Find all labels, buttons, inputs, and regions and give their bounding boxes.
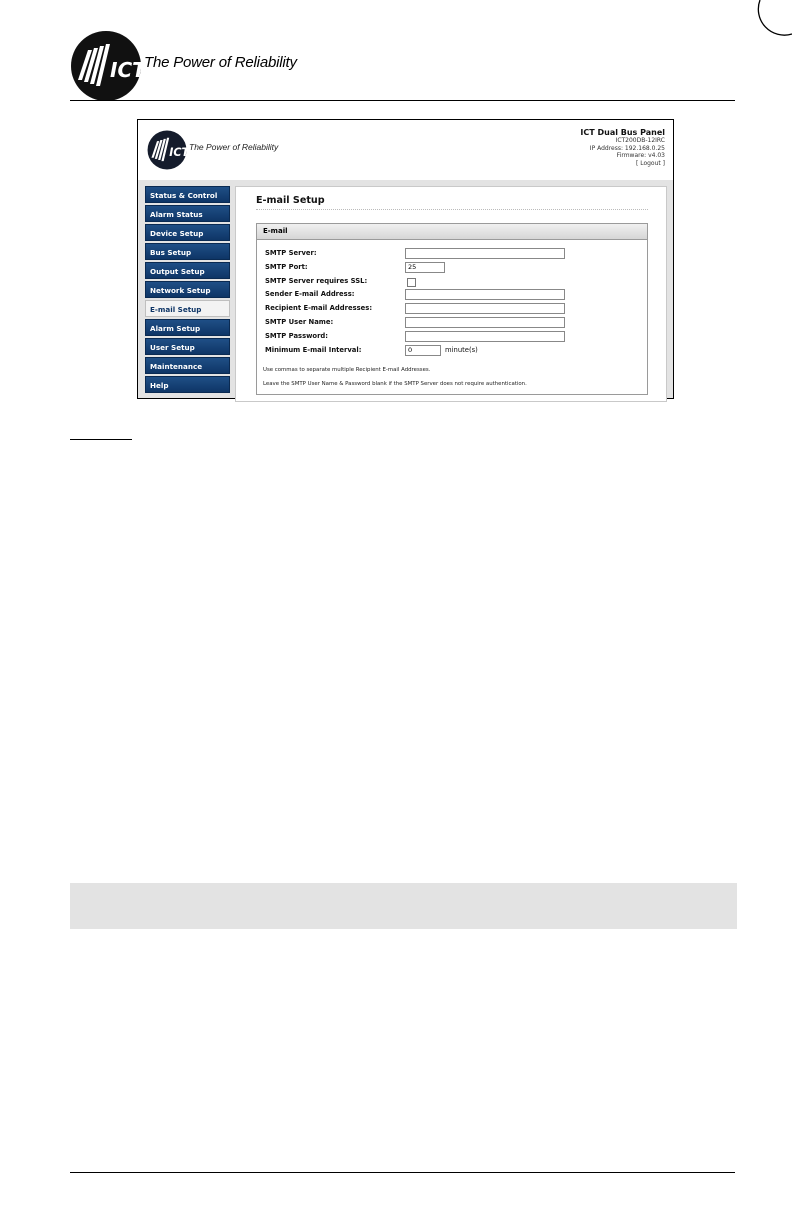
recipient-label: Recipient E-mail Addresses:	[265, 304, 373, 312]
smtp-ssl-checkbox[interactable]	[407, 278, 416, 287]
interval-unit: minute(s)	[445, 346, 478, 354]
smtp-port-input[interactable]: 25	[405, 262, 445, 273]
page-corner-arc	[748, 0, 792, 36]
web-ui-body	[138, 180, 673, 398]
nav-item-status-control[interactable]: Status & Control	[145, 186, 230, 203]
device-ip: IP Address: 192.168.0.25	[589, 144, 665, 152]
smtp-password-row	[265, 331, 645, 343]
smtp-ssl-row	[265, 276, 645, 288]
device-firmware: Firmware: v4.03	[616, 152, 665, 160]
recipient-note: Use commas to separate multiple Recipient E-mail Addresses.	[263, 367, 431, 373]
nav-item-bus-setup[interactable]: Bus Setup	[145, 243, 230, 260]
gray-callout-band	[70, 883, 737, 929]
interval-label: Minimum E-mail Interval:	[265, 346, 362, 354]
web-ui-tagline: The Power of Reliability	[189, 142, 279, 152]
email-fieldset	[256, 223, 648, 395]
web-ui-header	[138, 120, 673, 184]
smtp-user-label: SMTP User Name:	[265, 318, 334, 326]
footer-rule	[70, 1172, 735, 1173]
nav-item-device-setup[interactable]: Device Setup	[145, 224, 230, 241]
device-info	[580, 128, 665, 167]
device-model: ICT200DB-12IRC	[615, 137, 665, 144]
nav-item-network-setup[interactable]: Network Setup	[145, 281, 230, 298]
page-tagline: The Power of Reliability	[144, 54, 297, 71]
page-title: E-mail Setup	[256, 195, 325, 206]
nav-item-output-setup[interactable]: Output Setup	[145, 262, 230, 279]
smtp-password-input[interactable]	[405, 331, 565, 342]
smtp-port-label: SMTP Port:	[265, 263, 308, 271]
auth-note: Leave the SMTP User Name & Password blank if the SMTP Server does not require authentication.	[263, 381, 527, 387]
sidebar-nav	[145, 186, 230, 395]
ict-logo-icon	[147, 130, 190, 170]
smtp-user-input[interactable]	[405, 317, 565, 328]
smtp-user-row	[265, 317, 645, 329]
sender-label: Sender E-mail Address:	[265, 290, 355, 298]
header-rule	[70, 100, 735, 101]
svg-text:ICT: ICT	[169, 146, 190, 160]
sender-row	[265, 289, 645, 301]
underline-mark	[70, 439, 132, 440]
nav-item-help[interactable]: Help	[145, 376, 230, 393]
nav-item-email-setup[interactable]: E-mail Setup	[145, 300, 230, 317]
recipient-row	[265, 303, 645, 315]
title-divider	[256, 209, 648, 210]
interval-row	[265, 345, 645, 357]
smtp-password-label: SMTP Password:	[265, 332, 329, 340]
logout-link[interactable]: [ Logout ]	[635, 159, 665, 167]
smtp-server-label: SMTP Server:	[265, 249, 317, 257]
smtp-port-row	[265, 262, 645, 274]
smtp-server-row	[265, 248, 645, 260]
smtp-ssl-label: SMTP Server requires SSL:	[265, 277, 368, 285]
nav-item-alarm-status[interactable]: Alarm Status	[145, 205, 230, 222]
nav-item-maintenance[interactable]: Maintenance	[145, 357, 230, 374]
smtp-server-input[interactable]	[405, 248, 565, 259]
nav-item-alarm-setup[interactable]: Alarm Setup	[145, 319, 230, 336]
recipient-email-input[interactable]	[405, 303, 565, 314]
web-ui-screenshot	[137, 119, 674, 399]
interval-input[interactable]: 0	[405, 345, 441, 356]
email-setup-panel	[235, 186, 667, 402]
svg-text:ICT: ICT	[110, 58, 146, 82]
ict-logo-icon	[70, 30, 146, 102]
sender-email-input[interactable]	[405, 289, 565, 300]
email-section-header: E-mail	[257, 224, 647, 240]
page-header	[70, 30, 735, 102]
device-title: ICT Dual Bus Panel	[580, 128, 665, 137]
nav-item-user-setup[interactable]: User Setup	[145, 338, 230, 355]
